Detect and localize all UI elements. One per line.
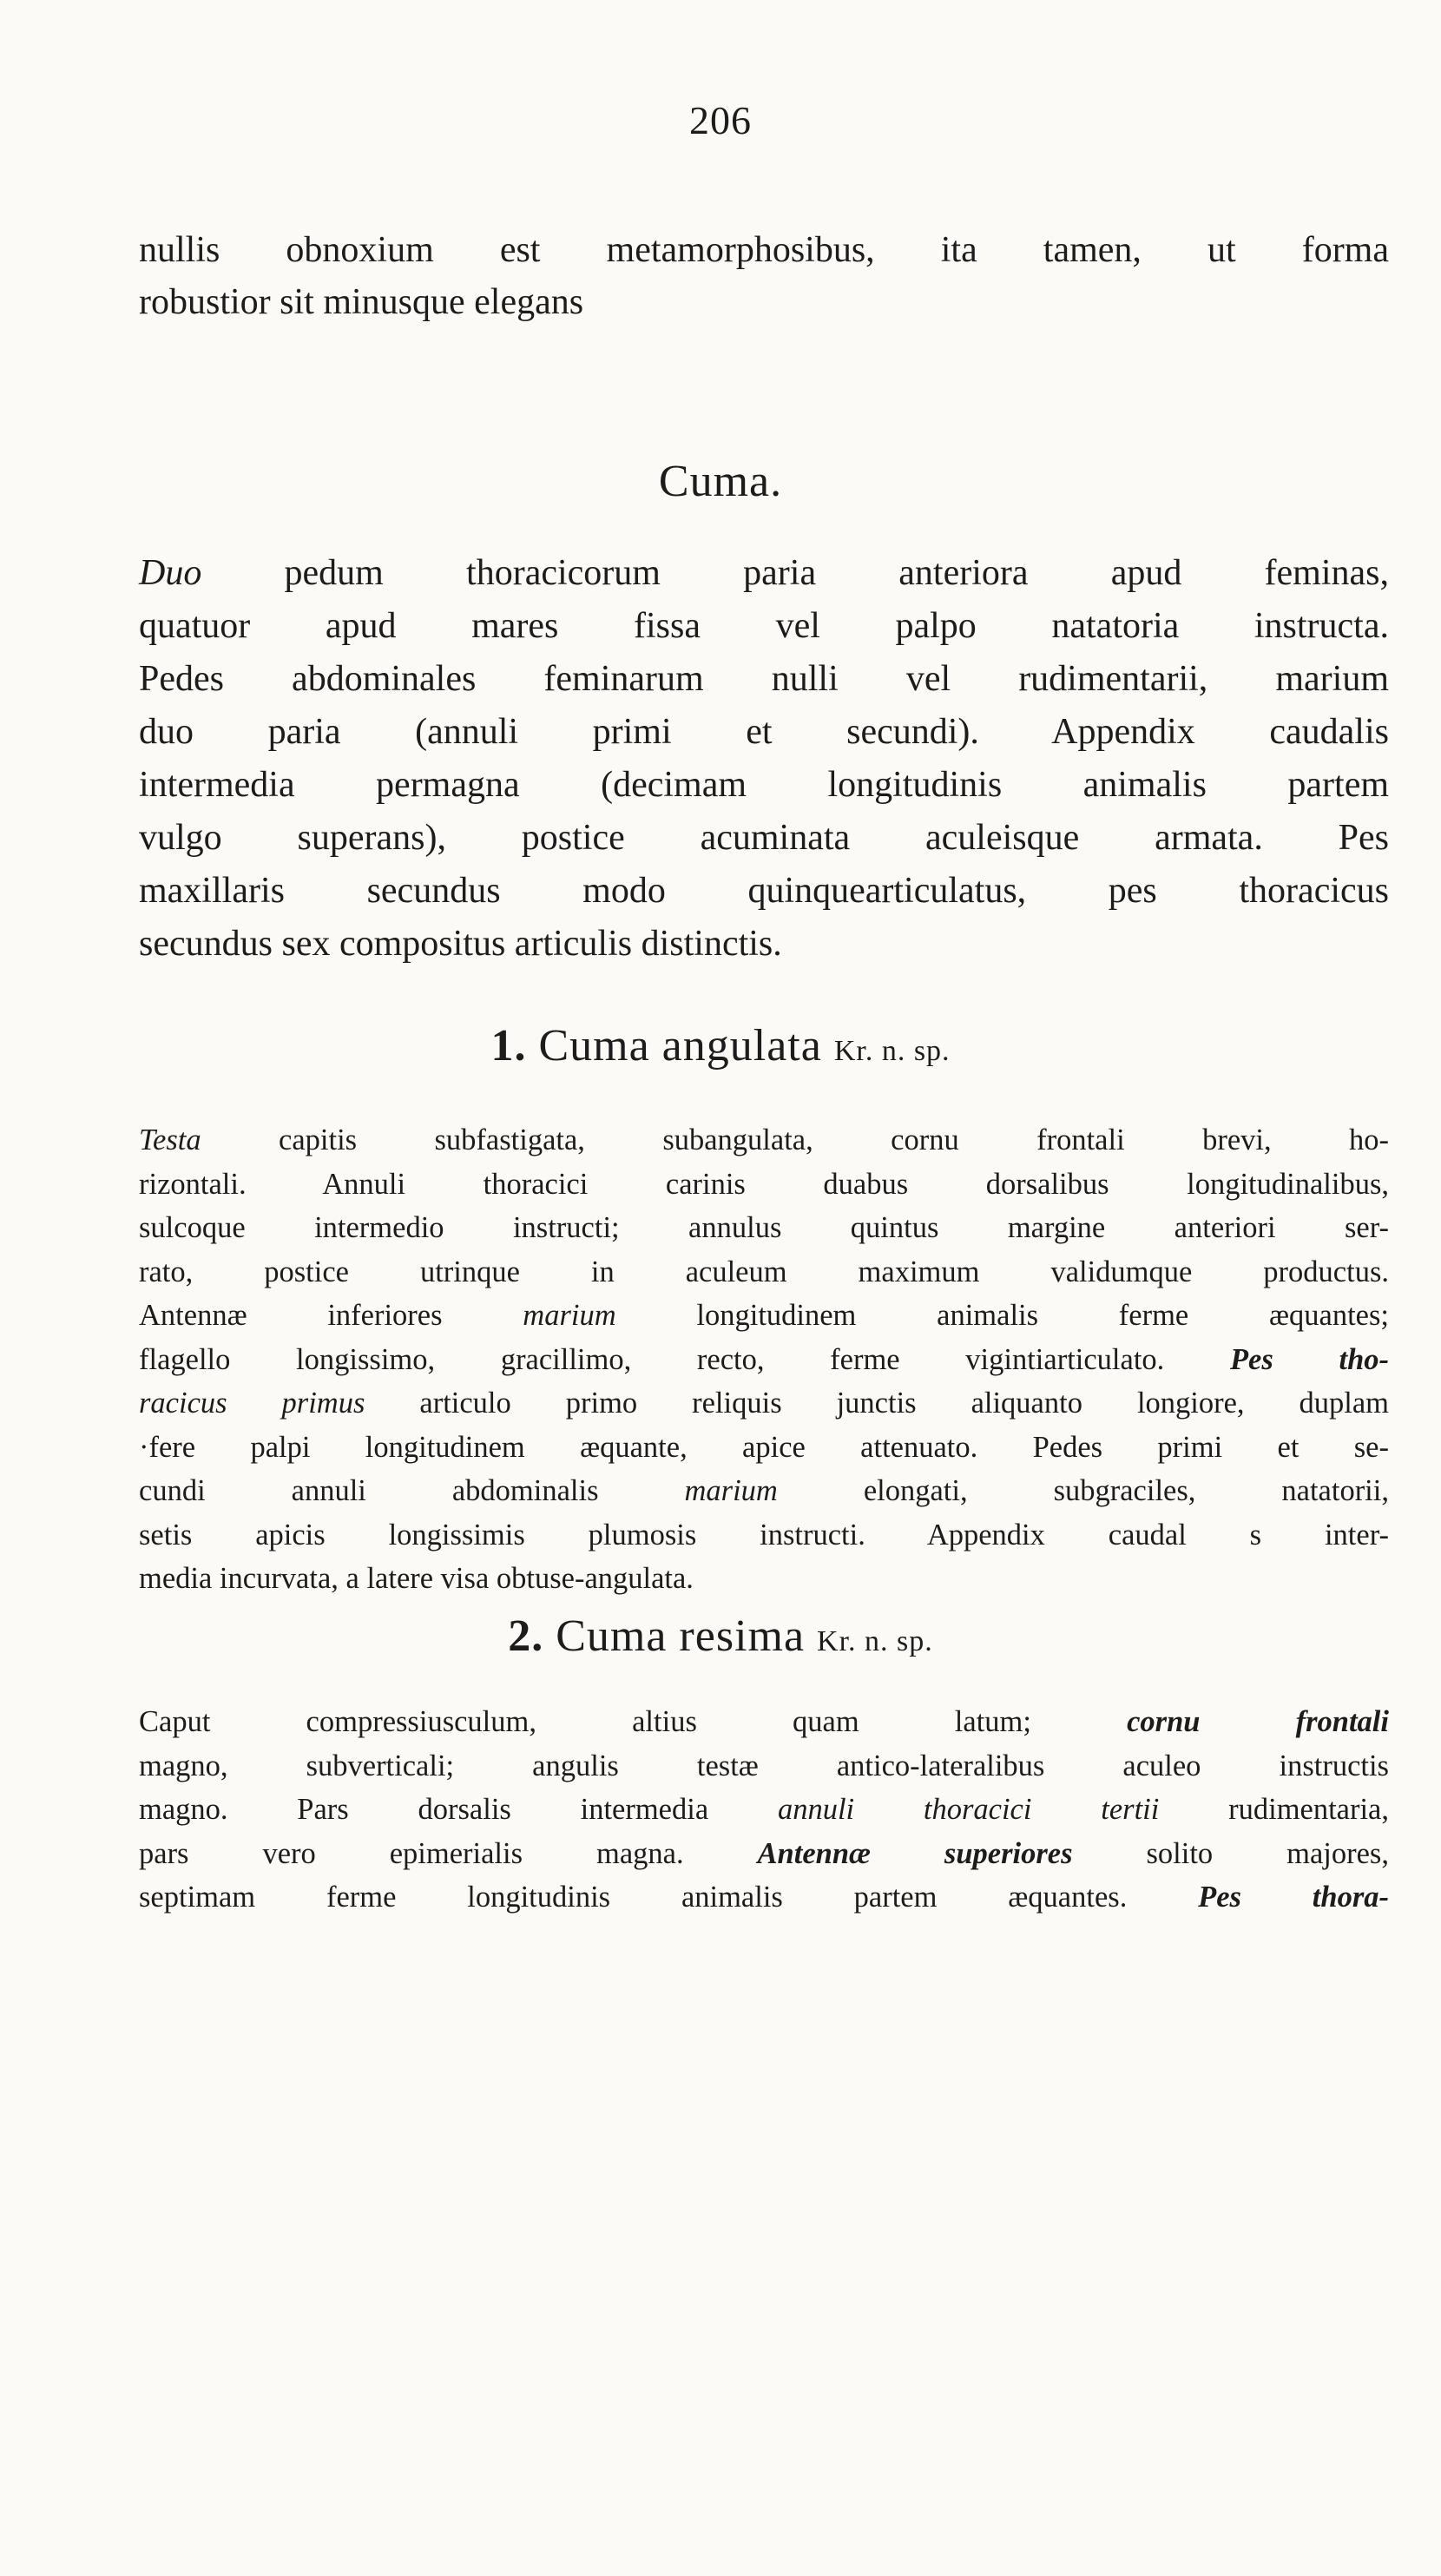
text-run: capitis subfastigata, subangulata, cornu frontali brevi, ho- [201, 1123, 1389, 1156]
text-run: solito majores, [1072, 1836, 1389, 1870]
italic-word: Antennæ superiores [757, 1836, 1073, 1870]
text-line: magno, subverticali; angulis testæ antico-lateralibus aculeo instructis [139, 1749, 1389, 1782]
text-line: rizontali. Annuli thoracici carinis duabus dorsalibus longitudinalibus, [139, 1167, 1389, 1201]
text-line: setis apicis longissimis plumosis instructi. Appendix caudal s inter- [139, 1518, 1389, 1552]
text-run: pedum thoracicorum paria anteriora apud feminas, [201, 553, 1389, 593]
species-description [139, 1118, 1389, 1601]
text-line: ·fere palpi longitudinem æquante, apice attenuato. Pedes primi et se- [139, 1430, 1389, 1464]
text-line [139, 1875, 1389, 1920]
italic-word: marium [523, 1299, 616, 1332]
text-run: elongati, subgraciles, natatorii, [777, 1474, 1389, 1507]
text-line: Pedes abdominales feminarum nulli vel rudimentarii, marium [139, 659, 1389, 699]
text-run: articulo primo reliquis junctis aliquanto longiore, duplam [365, 1387, 1390, 1420]
text-line: robustior sit minusque elegans [139, 282, 584, 322]
text-run: septimam ferme longitudinis animalis partem æquantes. [139, 1881, 1199, 1914]
text-line [139, 1294, 1389, 1338]
text-line: maxillaris secundus modo quinquearticulatus, pes thoracicus [139, 871, 1389, 911]
text-line [139, 1338, 1389, 1382]
species-description [139, 1700, 1389, 1920]
italic-word: marium [684, 1474, 778, 1507]
text-line [139, 1118, 1389, 1163]
italic-word: Duo [139, 553, 202, 593]
species-number: 2. [508, 1611, 544, 1661]
italic-word: racicus primus [139, 1387, 365, 1420]
text-line: quatuor apud mares fissa vel palpo natatoria instructa. [139, 606, 1389, 646]
species-authority: Kr. n. sp. [817, 1625, 933, 1657]
text-run: Antennæ inferiores [139, 1299, 523, 1332]
italic-word: Pes thora- [1198, 1881, 1389, 1914]
genus-heading: Cuma. [658, 457, 783, 506]
species-authority: Kr. n. sp. [833, 1035, 951, 1067]
text-line [139, 1469, 1389, 1513]
text-run: Caput compressiusculum, altius quam latum; [139, 1705, 1128, 1738]
text-run: pars vero epimerialis magna. [139, 1836, 758, 1870]
text-run: magno. Pars dorsalis intermedia [139, 1793, 778, 1826]
text-line: duo paria (annuli primi et secundi). Appendix caudalis [139, 712, 1389, 752]
species-heading [0, 1020, 1441, 1071]
text-line [139, 1788, 1389, 1832]
text-run: flagello longissimo, gracillimo, recto, ferme vigintiarticulato. [139, 1342, 1230, 1376]
text-line: nullis obnoxium est metamorphosibus, ita tamen, ut forma [139, 230, 1389, 270]
text-line: secundus sex compositus articulis distinctis. [139, 924, 782, 964]
text-line [139, 547, 1389, 600]
species-name: Cuma resima [556, 1611, 806, 1661]
text-line: media incurvata, a latere visa obtuse-angulata. [139, 1562, 694, 1595]
genus-description [139, 547, 1389, 971]
text-line: sulcoque intermedio instructi; annulus quintus margine anteriori ser- [139, 1211, 1389, 1244]
italic-word: Pes tho- [1229, 1342, 1389, 1376]
text-line: vulgo superans), postice acuminata aculeisque armata. Pes [139, 818, 1389, 858]
italic-word: Testa [139, 1123, 201, 1156]
italic-word: cornu frontali [1127, 1705, 1389, 1738]
text-line [139, 1381, 1389, 1426]
species-number: 1. [490, 1021, 527, 1071]
intro-paragraph [139, 224, 1389, 328]
species-heading [0, 1611, 1441, 1662]
text-run: longitudinem animalis ferme æquantes; [615, 1299, 1389, 1332]
text-line: intermedia permagna (decimam longitudinis animalis partem [139, 765, 1389, 805]
text-line [139, 1700, 1389, 1744]
page-number: 206 [689, 98, 752, 142]
species-name: Cuma angulata [538, 1021, 822, 1071]
italic-word: annuli thoracici tertii [777, 1793, 1160, 1826]
text-run: cundi annuli abdominalis [139, 1474, 685, 1507]
text-line [139, 1832, 1389, 1876]
text-run: rudimentaria, [1159, 1793, 1389, 1826]
text-line: rato, postice utrinque in aculeum maximum validumque productus. [139, 1255, 1389, 1288]
